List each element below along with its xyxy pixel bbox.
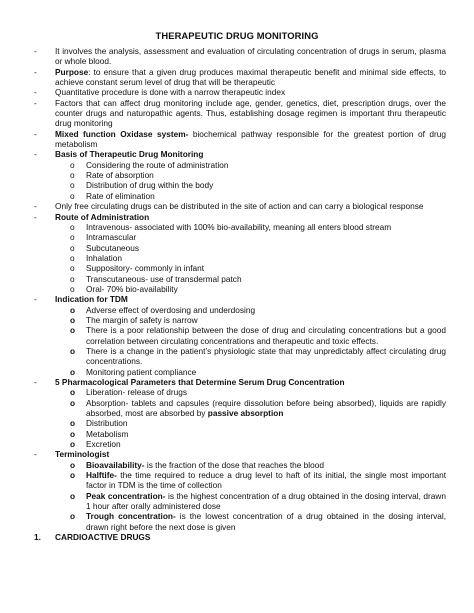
circle-bullet: o bbox=[70, 283, 75, 294]
term-definition: is the highest concentration of a drug obtained in the dosing interval, drawn 1 hour after orally administered dose bbox=[86, 490, 447, 512]
circle-bullet: o bbox=[70, 263, 75, 274]
circle-bullet: o bbox=[70, 273, 75, 284]
list-item bbox=[34, 87, 446, 97]
sub-item-text: Suppository- commonly in infant bbox=[86, 263, 205, 274]
item-label: Purpose bbox=[55, 66, 89, 77]
sub-item-text: Intramascular bbox=[86, 232, 137, 243]
sub-item bbox=[34, 398, 446, 419]
sub-item bbox=[34, 387, 446, 397]
sub-item-text: The margin of safety is narrow bbox=[86, 314, 198, 325]
circle-bullet: o bbox=[70, 304, 76, 315]
sub-item bbox=[34, 429, 446, 439]
sub-item bbox=[34, 418, 446, 428]
sub-item-text: There is a poor relationship between the dose of drug and circulating concentrations but a good correlation between circulating concentrations and therapeutic and toxic effects. bbox=[86, 325, 446, 346]
item-label: Route of Administration bbox=[55, 211, 150, 222]
term-definition: the time required to reduce a drug level to haft of its initial, the single most important factor in TDM is the time of collection bbox=[86, 470, 446, 491]
dash-bullet: - bbox=[34, 97, 37, 108]
sub-item-text: Transcutaneous- use of transdermal patch bbox=[86, 273, 242, 284]
item-label: Mixed function Oxidase system- bbox=[55, 128, 189, 139]
term-definition: is the fraction of the dose that reaches the blood bbox=[144, 459, 324, 470]
sub-item-text: Distribution bbox=[86, 418, 128, 429]
term-definition: is the lowest concentration of a drug obtained in the dosing interval, drawn right before the next dose is given bbox=[86, 511, 446, 532]
sub-item bbox=[34, 243, 446, 253]
item-text: : to ensure that a given drug produces maximal therapeutic benefit and minimal side effects, to achieve constant serum level of drug that will be therapeutic bbox=[55, 66, 446, 88]
item-label: Terminologist bbox=[55, 449, 110, 460]
circle-bullet: o bbox=[70, 511, 76, 522]
term-label: Trough concentration- bbox=[86, 511, 176, 522]
sub-item-text: Metabolism bbox=[86, 428, 129, 439]
sub-item-emphasis: passive absorption bbox=[207, 408, 284, 419]
sub-item-text: Absorption- tablets and capsules (require dissolution before being absorbed), liquids are rapidly absorbed, most are absorbed by bbox=[86, 397, 446, 419]
document-body bbox=[34, 46, 446, 543]
sub-item bbox=[34, 222, 446, 232]
numbered-heading-text: CARDIOACTIVE DRUGS bbox=[55, 532, 151, 543]
circle-bullet: o bbox=[70, 366, 76, 377]
sub-item-text: Inhalation bbox=[86, 252, 122, 263]
circle-bullet: o bbox=[70, 180, 75, 191]
circle-bullet: o bbox=[70, 459, 76, 470]
circle-bullet: o bbox=[70, 325, 76, 336]
circle-bullet: o bbox=[70, 190, 75, 201]
circle-bullet: o bbox=[70, 490, 76, 501]
section-heading bbox=[34, 212, 446, 222]
sub-item-text: Distribution of drug within the body bbox=[86, 180, 214, 191]
item-text: biochemical pathway responsible for the greatest portion of drug metabolism bbox=[55, 128, 447, 150]
dash-bullet: - bbox=[34, 46, 37, 56]
list-item bbox=[34, 46, 446, 67]
sub-item bbox=[34, 305, 446, 315]
sub-item-text: Considering the route of administration bbox=[86, 159, 229, 170]
dash-bullet: - bbox=[34, 294, 37, 305]
sub-item bbox=[34, 346, 446, 367]
item-text: It involves the analysis, assessment and evaluation of circulating concentration of drugs in serum, plasma or whole blood. bbox=[55, 46, 446, 67]
sub-item-text: Rate of absorption bbox=[86, 170, 154, 181]
item-text: Quantitative procedure is done with a narrow therapeutic index bbox=[55, 87, 286, 98]
sub-item bbox=[34, 325, 446, 346]
item-label: Indication for TDM bbox=[55, 294, 128, 305]
circle-bullet: o bbox=[70, 314, 76, 325]
sub-item-text: Monitoring patient compliance bbox=[86, 366, 197, 377]
sub-item bbox=[34, 180, 446, 190]
sub-item bbox=[34, 232, 446, 242]
sub-item bbox=[34, 170, 446, 180]
section-heading bbox=[34, 449, 446, 459]
sub-item-text: Adverse effect of overdosing and underdosing bbox=[86, 304, 256, 315]
circle-bullet: o bbox=[70, 387, 76, 398]
list-item bbox=[34, 67, 446, 88]
circle-bullet: o bbox=[70, 252, 75, 263]
sub-item bbox=[34, 367, 446, 377]
term-item bbox=[34, 470, 446, 491]
dash-bullet: - bbox=[34, 128, 37, 139]
item-text: Only free circulating drugs can be distributed in the site of action and can carry a biological response bbox=[55, 201, 424, 212]
page-title: THERAPEUTIC DRUG MONITORING bbox=[155, 30, 319, 41]
circle-bullet: o bbox=[70, 221, 75, 232]
numbered-heading bbox=[34, 532, 446, 542]
sub-item-text: Liberation- release of drugs bbox=[86, 387, 188, 398]
sub-item-text: Intravenous- associated with 100% bio-availability, meaning all enters blood stream bbox=[86, 221, 392, 232]
dash-bullet: - bbox=[34, 449, 37, 460]
circle-bullet: o bbox=[70, 242, 75, 253]
sub-item bbox=[34, 191, 446, 201]
dash-bullet: - bbox=[34, 211, 37, 222]
section-heading bbox=[34, 294, 446, 304]
term-item bbox=[34, 460, 446, 470]
list-item bbox=[34, 129, 446, 150]
sub-item bbox=[34, 160, 446, 170]
item-text: Factors that can affect drug monitoring include age, gender, genetics, diet, prescription drugs, over the counter drugs and naturopathic agents. Thus, establishing dosage regimen is important thru therapeutic drug monitoring bbox=[55, 97, 446, 129]
sub-item bbox=[34, 274, 446, 284]
term-item bbox=[34, 491, 446, 512]
circle-bullet: o bbox=[70, 439, 76, 450]
list-item bbox=[34, 201, 446, 211]
dash-bullet: - bbox=[34, 66, 37, 77]
dash-bullet: - bbox=[34, 377, 37, 387]
dash-bullet: - bbox=[34, 149, 37, 160]
sub-item-text: Excretion bbox=[86, 439, 121, 450]
section-heading bbox=[34, 377, 446, 387]
sub-item bbox=[34, 315, 446, 325]
sub-item bbox=[34, 284, 446, 294]
item-label: 5 Pharmacological Parameters that Determine Serum Drug Concentration bbox=[55, 377, 345, 387]
sub-item-text: Rate of elimination bbox=[86, 190, 155, 201]
sub-item bbox=[34, 253, 446, 263]
item-label: Basis of Therapeutic Drug Monitoring bbox=[55, 149, 204, 160]
sub-item bbox=[34, 263, 446, 273]
dash-bullet: - bbox=[34, 87, 37, 98]
number-marker: 1. bbox=[34, 532, 41, 543]
circle-bullet: o bbox=[70, 397, 76, 408]
term-item bbox=[34, 511, 446, 532]
sub-item-text: There is a change in the patient’s physiologic state that may unpredictably affect circulating drug concentrations. bbox=[86, 345, 446, 367]
term-label: Halftife- bbox=[86, 470, 117, 481]
circle-bullet: o bbox=[70, 428, 76, 439]
sub-item-text: Subcutaneous bbox=[86, 242, 140, 253]
circle-bullet: o bbox=[70, 159, 75, 170]
term-label: Bioavailability- bbox=[86, 459, 145, 470]
list-item bbox=[34, 98, 446, 129]
sub-item-text: Oral- 70% bio-availability bbox=[86, 283, 178, 294]
circle-bullet: o bbox=[70, 418, 76, 429]
section-heading bbox=[34, 149, 446, 159]
sub-item bbox=[34, 439, 446, 449]
circle-bullet: o bbox=[70, 345, 76, 356]
dash-bullet: - bbox=[34, 201, 37, 212]
circle-bullet: o bbox=[70, 470, 76, 481]
circle-bullet: o bbox=[70, 170, 75, 181]
circle-bullet: o bbox=[70, 232, 75, 243]
term-label: Peak concentration- bbox=[86, 490, 166, 501]
